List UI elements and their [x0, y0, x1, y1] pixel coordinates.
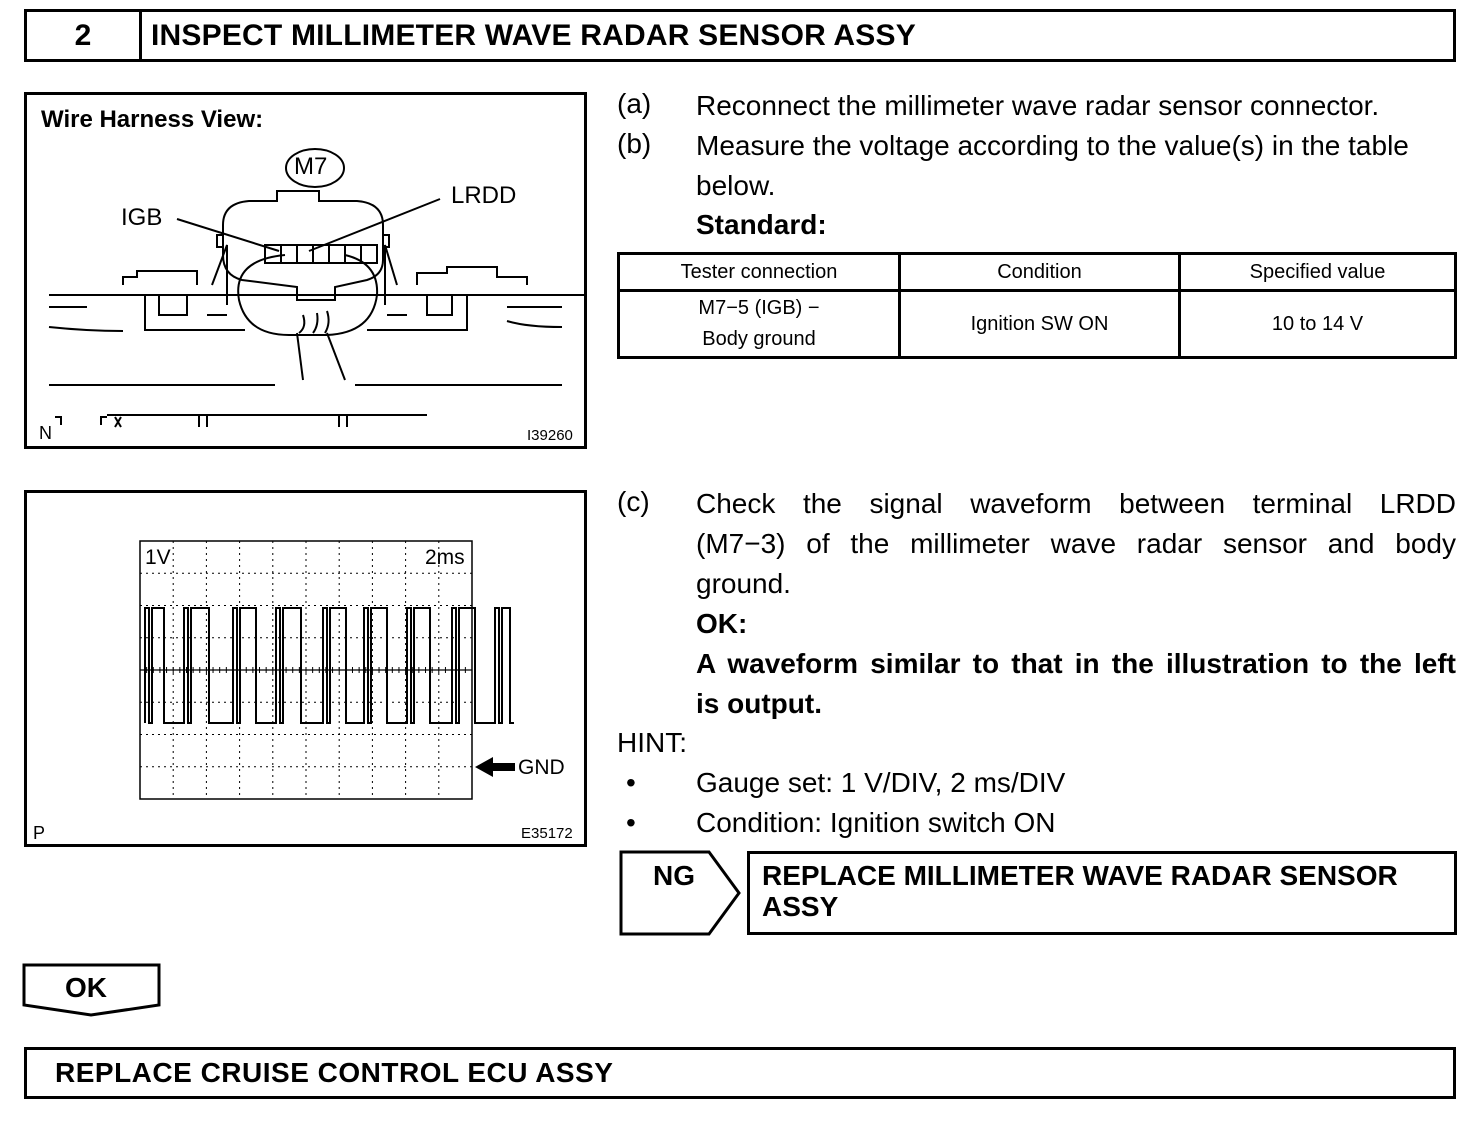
- hint-item-2: Condition: Ignition switch ON: [696, 807, 1056, 838]
- spec-table: [617, 252, 1457, 359]
- connector-label-m7: M7: [294, 153, 328, 180]
- table-row: [619, 291, 1456, 358]
- header-specified-value: Specified value: [1180, 254, 1456, 291]
- header-tester-connection: Tester connection: [619, 254, 900, 291]
- final-action-text: REPLACE CRUISE CONTROL ECU ASSY: [55, 1057, 614, 1088]
- volts-per-div-label: 1V: [145, 546, 171, 569]
- gnd-label: GND: [518, 756, 565, 779]
- time-per-div-label: 2ms: [425, 546, 465, 569]
- standard-label: Standard:: [696, 209, 827, 240]
- tester-line1: M7−5 (IGB) −: [698, 297, 820, 319]
- connector-illustration: [27, 95, 584, 446]
- step-b-text-line1: Measure the voltage according to the value(s) in the table: [696, 130, 1409, 161]
- step-header: [24, 9, 1456, 62]
- step-number: 2: [27, 12, 142, 59]
- ng-action-box: [747, 851, 1457, 935]
- step-c-text-line3: ground.: [696, 568, 791, 599]
- harness-figure-code: I39260: [527, 427, 573, 444]
- waveform-trace: [145, 608, 514, 723]
- oscilloscope-grid: [140, 541, 472, 799]
- hint-label: HINT:: [617, 727, 687, 758]
- waveform-figure: [24, 490, 587, 847]
- ok-text-line1: A waveform similar to that in the illustration to the left: [696, 648, 1456, 679]
- ok-label: OK:: [696, 608, 748, 639]
- harness-corner-code: N: [39, 423, 52, 443]
- final-action-box: [24, 1047, 1456, 1099]
- wire-harness-figure: [24, 92, 587, 449]
- terminal-label-lrdd: LRDD: [451, 182, 517, 209]
- ok-result-label: OK: [65, 972, 107, 1003]
- step-a-text: Reconnect the millimeter wave radar sensor connector.: [696, 90, 1380, 121]
- step-c-letter: (c): [617, 486, 650, 517]
- harness-figure-title: Wire Harness View:: [41, 106, 264, 133]
- oscilloscope-waveform: [27, 493, 584, 844]
- cell-tester-connection: [619, 291, 900, 358]
- step-title: INSPECT MILLIMETER WAVE RADAR SENSOR ASSY: [151, 18, 916, 52]
- step-b-letter: (b): [617, 128, 652, 159]
- terminal-label-igb: IGB: [121, 204, 163, 231]
- step-c-text-line2: (M7−3) of the millimeter wave radar sensor and body: [696, 528, 1456, 559]
- tester-line2: Body ground: [702, 328, 816, 350]
- step-c-text-line1: Check the signal waveform between terminal LRDD: [696, 488, 1456, 519]
- hint-bullet-2: •: [626, 807, 636, 838]
- ng-action-text: [762, 860, 1398, 922]
- hint-item-1: Gauge set: 1 V/DIV, 2 ms/DIV: [696, 767, 1066, 798]
- ng-action-line2: ASSY: [762, 891, 839, 922]
- gnd-arrow-icon: [475, 757, 515, 777]
- ok-text-line2: is output.: [696, 688, 822, 719]
- step-a-letter: (a): [617, 88, 652, 119]
- header-condition: Condition: [900, 254, 1180, 291]
- hint-bullet-1: •: [626, 767, 636, 798]
- step-b-text-line2: below.: [696, 170, 776, 201]
- cell-specified-value: 10 to 14 V: [1180, 291, 1456, 358]
- table-header-row: [619, 254, 1456, 291]
- ng-label: NG: [653, 860, 695, 891]
- waveform-corner-code: P: [33, 823, 46, 843]
- cell-condition: Ignition SW ON: [900, 291, 1180, 358]
- ng-action-line1: REPLACE MILLIMETER WAVE RADAR SENSOR: [762, 860, 1398, 891]
- waveform-figure-code: E35172: [521, 825, 573, 842]
